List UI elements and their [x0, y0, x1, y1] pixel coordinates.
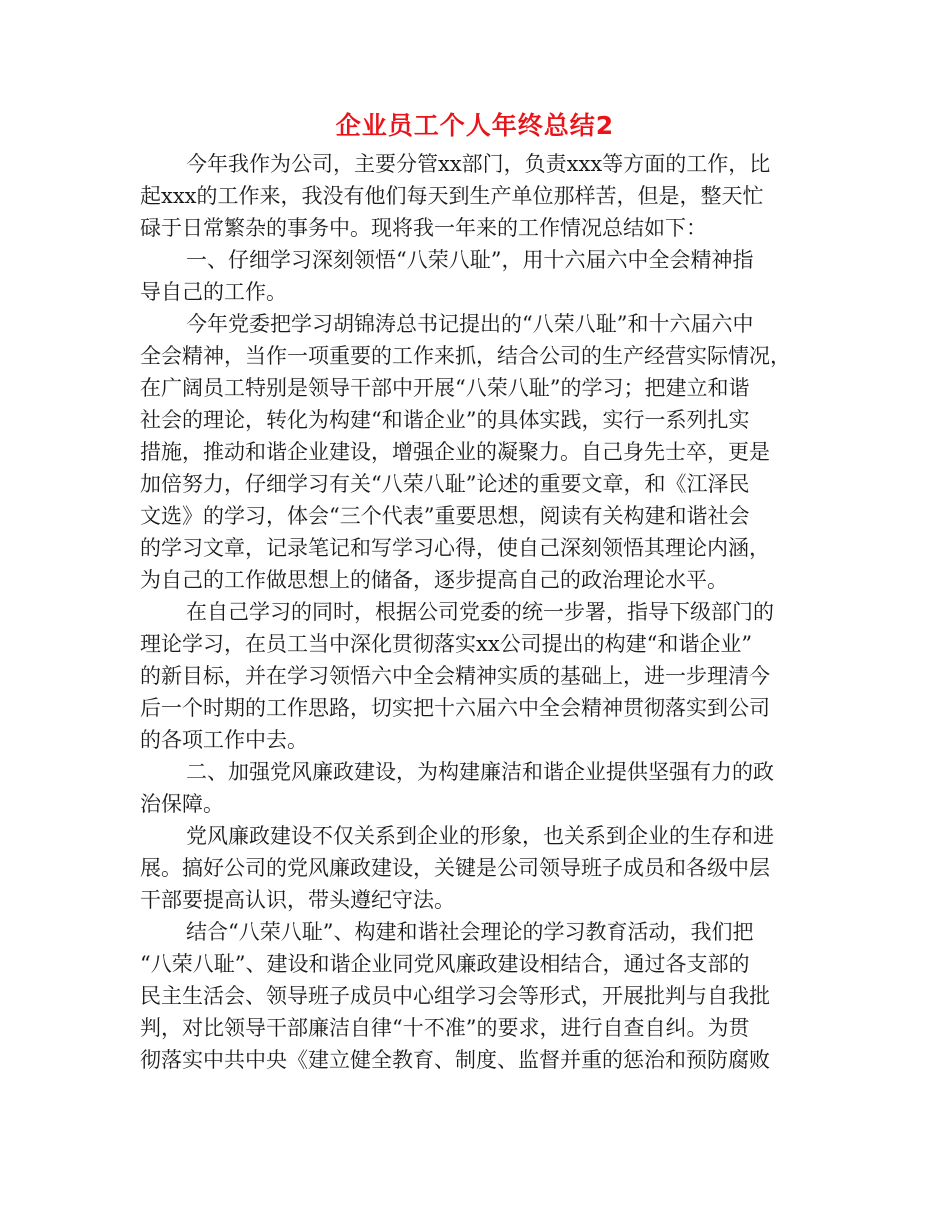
- document-body: [140, 148, 800, 1076]
- body-line: 文选》的学习，体会“三个代表”重要思想，阅读有关构建和谐社会: [140, 504, 750, 528]
- body-line: 起xxx的工作来，我没有他们每天到生产单位那样苦，但是，整天忙: [140, 184, 764, 208]
- body-line: 判，对比领导干部廉洁自律“十不准”的要求，进行自查自纠。为贯: [140, 1016, 750, 1040]
- body-line: 后一个时期的工作思路，切实把十六届六中全会精神贯彻落实到公司: [140, 696, 770, 720]
- body-line: 的新目标，并在学习领悟六中全会精神实质的基础上，进一步理清今: [140, 664, 770, 688]
- body-line: 党风廉政建设不仅关系到企业的形象，也关系到企业的生存和进: [186, 824, 774, 848]
- body-line: 展。搞好公司的党风廉政建设，关键是公司领导班子成员和各级中层: [140, 856, 770, 880]
- body-line: 导自己的工作。: [140, 280, 287, 304]
- body-line: 一、仔细学习深刻领悟“八荣八耻”，用十六届六中全会精神指: [186, 248, 754, 272]
- body-line: 理论学习，在员工当中深化贯彻落实xx公司提出的构建“和谐企业”: [140, 632, 753, 656]
- body-line: 结合“八荣八耻”、构建和谐社会理论的学习教育活动，我们把: [186, 920, 754, 944]
- body-line: 社会的理论，转化为构建“和谐企业”的具体实践，实行一系列扎实: [140, 408, 750, 432]
- body-line: 的各项工作中去。: [140, 728, 308, 752]
- body-line: “八荣八耻”、建设和谐企业同党风廉政建设相结合，通过各支部的: [140, 952, 750, 976]
- body-line: 的学习文章，记录笔记和写学习心得，使自己深刻领悟其理论内涵，: [140, 536, 770, 560]
- body-line: 全会精神，当作一项重要的工作来抓，结合公司的生产经营实际情况，: [140, 344, 791, 368]
- body-line: 干部要提高认识，带头遵纪守法。: [140, 888, 455, 912]
- body-line: 在广阔员工特别是领导干部中开展“八荣八耻”的学习；把建立和谐: [140, 376, 750, 400]
- document-title: 企业员工个人年终总结2: [335, 111, 615, 140]
- body-line: 措施，推动和谐企业建设，增强企业的凝聚力。自己身先士卒，更是: [140, 440, 770, 464]
- body-line: 在自己学习的同时，根据公司党委的统一步署，指导下级部门的: [186, 600, 774, 624]
- body-line: 加倍努力，仔细学习有关“八荣八耻”论述的重要文章，和《江泽民: [140, 472, 750, 496]
- body-line: 为自己的工作做思想上的储备，逐步提高自己的政治理论水平。: [140, 568, 728, 592]
- body-line: 今年我作为公司，主要分管xx部门，负责xxx等方面的工作，比: [186, 152, 771, 176]
- body-line: 彻落实中共中央《建立健全教育、制度、监督并重的惩治和预防腐败: [140, 1048, 770, 1072]
- body-line: 治保障。: [140, 792, 224, 816]
- body-line: 碌于日常繁杂的事务中。现将我一年来的工作情况总结如下：: [140, 216, 707, 240]
- body-line: 民主生活会、领导班子成员中心组学习会等形式，开展批判与自我批: [140, 984, 770, 1008]
- body-line: 今年党委把学习胡锦涛总书记提出的“八荣八耻”和十六届六中: [186, 312, 754, 336]
- body-line: 二、加强党风廉政建设，为构建廉洁和谐企业提供坚强有力的政: [186, 760, 774, 784]
